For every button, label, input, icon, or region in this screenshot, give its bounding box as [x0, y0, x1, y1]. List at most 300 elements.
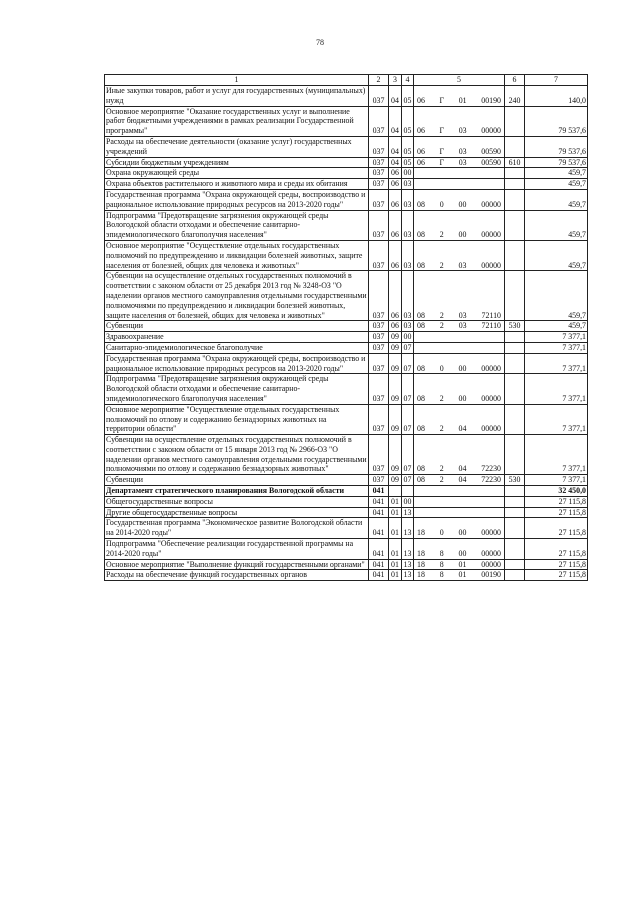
subprogram-code: 2: [439, 475, 444, 485]
program-code: 06: [417, 146, 425, 156]
target-article-code: [414, 353, 505, 374]
expense-name: Государственная программа "Экономическое развитие Вологодской области на 2014-2020 годы": [105, 518, 369, 539]
admin-code: 041: [369, 559, 389, 570]
table-row: [105, 353, 588, 374]
subprogram-code: 8: [439, 559, 444, 569]
table-row: [105, 136, 588, 157]
admin-code: 037: [369, 157, 389, 168]
target-article-parts: [415, 560, 503, 570]
target-article-parts: [415, 475, 503, 485]
event-code: 01: [458, 95, 467, 105]
subsection-code: 05: [402, 106, 414, 136]
target-article-code: [414, 404, 505, 434]
column-header: 4: [402, 75, 414, 86]
event-code: 03: [458, 146, 467, 156]
subsection-code: 13: [402, 507, 414, 518]
table-row: [105, 486, 588, 497]
expense-type-code: [505, 353, 525, 374]
table-row: [105, 106, 588, 136]
subsection-code: 07: [402, 353, 414, 374]
target-article-parts: [415, 200, 503, 210]
subprogram-code: 2: [439, 230, 444, 240]
event-code: 00: [458, 548, 467, 558]
subprogram-code: 2: [439, 321, 444, 331]
target-article-code: [414, 157, 505, 168]
subsection-code: 05: [402, 86, 414, 107]
amount: 459,7: [525, 271, 588, 321]
event-code: 01: [458, 570, 467, 580]
admin-code: 037: [369, 86, 389, 107]
expense-name: Расходы на обеспечение функций государственных органов: [105, 570, 369, 581]
table-row: [105, 168, 588, 179]
admin-code: 037: [369, 332, 389, 343]
expense-type-code: 610: [505, 157, 525, 168]
event-code: 03: [458, 321, 467, 331]
section-code: 06: [389, 321, 402, 332]
table-row: [105, 189, 588, 210]
target-article-code: [414, 559, 505, 570]
table-row: [105, 496, 588, 507]
section-code: 01: [389, 507, 402, 518]
admin-code: 037: [369, 342, 389, 353]
subsection-code: 13: [402, 559, 414, 570]
section-code: 04: [389, 106, 402, 136]
subprogram-code: 8: [439, 570, 444, 580]
event-code: 03: [458, 310, 467, 320]
admin-code: 041: [369, 539, 389, 560]
table-row: [105, 271, 588, 321]
direction-code: 00190: [481, 570, 501, 580]
subsection-code: 13: [402, 539, 414, 560]
expense-type-code: [505, 106, 525, 136]
expense-type-code: [505, 496, 525, 507]
expense-type-code: 240: [505, 86, 525, 107]
subsection-code: 05: [402, 157, 414, 168]
event-code: 03: [458, 126, 467, 136]
table-row: [105, 210, 588, 240]
amount: 7 377,1: [525, 374, 588, 404]
target-article-code: [414, 271, 505, 321]
admin-code: 037: [369, 435, 389, 475]
program-code: 08: [417, 230, 425, 240]
expense-name: Субвенции: [105, 321, 369, 332]
event-code: 04: [458, 475, 467, 485]
direction-code: 00000: [481, 199, 501, 209]
program-code: 08: [417, 475, 425, 485]
subsection-code: 00: [402, 168, 414, 179]
amount: 32 450,0: [525, 486, 588, 497]
direction-code: 00000: [481, 260, 501, 270]
direction-code: 72230: [481, 475, 501, 485]
expense-type-code: [505, 374, 525, 404]
admin-code: 041: [369, 518, 389, 539]
expense-name: Субвенции: [105, 475, 369, 486]
section-code: 01: [389, 559, 402, 570]
section-code: 06: [389, 189, 402, 210]
expense-type-code: [505, 271, 525, 321]
column-header: 6: [505, 75, 525, 86]
direction-code: 72110: [481, 310, 501, 320]
amount: 459,7: [525, 210, 588, 240]
amount: 459,7: [525, 168, 588, 179]
admin-code: 041: [369, 570, 389, 581]
expense-type-code: [505, 168, 525, 179]
target-article-code: [414, 189, 505, 210]
target-article-parts: [415, 424, 503, 434]
admin-code: 037: [369, 179, 389, 190]
expense-type-code: [505, 179, 525, 190]
section-code: 09: [389, 342, 402, 353]
target-article-code: [414, 475, 505, 486]
target-article-code: [414, 539, 505, 560]
section-code: 01: [389, 496, 402, 507]
section-code: 06: [389, 210, 402, 240]
target-article-parts: [415, 528, 503, 538]
direction-code: 00000: [481, 363, 501, 373]
subsection-code: 07: [402, 435, 414, 475]
table-row: [105, 321, 588, 332]
event-code: 00: [458, 199, 467, 209]
program-code: 18: [417, 559, 425, 569]
target-article-parts: [415, 230, 503, 240]
amount: 27 115,8: [525, 496, 588, 507]
admin-code: 037: [369, 374, 389, 404]
admin-code: 037: [369, 475, 389, 486]
column-header: 5: [414, 75, 505, 86]
expense-type-code: [505, 539, 525, 560]
section-code: 09: [389, 332, 402, 343]
admin-code: 037: [369, 404, 389, 434]
amount: 7 377,1: [525, 435, 588, 475]
admin-code: 041: [369, 507, 389, 518]
subsection-code: 05: [402, 136, 414, 157]
table-row: [105, 475, 588, 486]
direction-code: 00000: [481, 126, 501, 136]
section-code: 09: [389, 404, 402, 434]
subprogram-code: 0: [439, 199, 444, 209]
section-code: 04: [389, 157, 402, 168]
expense-type-code: [505, 518, 525, 539]
admin-code: 037: [369, 189, 389, 210]
expense-name: Подпрограмма "Предотвращение загрязнения окружающей среды Вологодской области отходами и обеспечение санитарно-эпидемиологического благополучия населения": [105, 374, 369, 404]
subprogram-code: 2: [439, 424, 444, 434]
expense-name: Государственная программа "Охрана окружающей среды, воспроизводство и рациональное использование природных ресурсов на 2013-2020 годы": [105, 353, 369, 374]
program-code: 18: [417, 570, 425, 580]
target-article-parts: [415, 126, 503, 136]
amount: 27 115,8: [525, 518, 588, 539]
direction-code: 72110: [481, 321, 501, 331]
program-code: 08: [417, 393, 425, 403]
expense-name: Субвенции на осуществление отдельных государственных полномочий в соответствии с законом области от 25 декабря 2013 год № 3248-ОЗ "О наделении органов местного самоуправления отдельными государственными полномочиями по предупреждению и ликвидации болезней животных, защите населения от болезней, общих для человека и животных": [106, 271, 367, 320]
expense-type-code: 530: [505, 475, 525, 486]
column-header: 3: [389, 75, 402, 86]
target-article-code: [414, 168, 505, 179]
subsection-code: 00: [402, 496, 414, 507]
event-code: 04: [458, 424, 467, 434]
section-code: 09: [389, 353, 402, 374]
target-article-parts: [415, 364, 503, 374]
expense-name: Расходы на обеспечение деятельности (оказание услуг) государственных учреждений: [105, 136, 369, 157]
amount: 79 537,6: [525, 136, 588, 157]
direction-code: 00590: [481, 146, 501, 156]
subprogram-code: 8: [439, 548, 444, 558]
subprogram-code: 2: [439, 260, 444, 270]
table-row: [105, 157, 588, 168]
direction-code: 00190: [481, 95, 501, 105]
admin-code: 037: [369, 136, 389, 157]
admin-code: 037: [369, 271, 389, 321]
subprogram-code: 0: [439, 363, 444, 373]
table-row: [105, 559, 588, 570]
amount: 7 377,1: [525, 353, 588, 374]
target-article-code: [414, 106, 505, 136]
program-code: 08: [417, 260, 425, 270]
subsection-code: 13: [402, 570, 414, 581]
amount: 459,7: [525, 240, 588, 270]
subprogram-code: Г: [439, 95, 445, 105]
table-row: [105, 374, 588, 404]
event-code: 00: [458, 230, 467, 240]
table-row: [105, 86, 588, 107]
target-article-parts: [415, 96, 503, 106]
subprogram-code: Г: [439, 146, 445, 156]
amount: 27 115,8: [525, 570, 588, 581]
amount: 27 115,8: [525, 539, 588, 560]
target-article-code: [414, 136, 505, 157]
table-row: [105, 539, 588, 560]
expense-name: Субвенции на осуществление отдельных государственных полномочий в соответствии с законом области от 15 января 2013 год № 2966-ОЗ "О наделении органов местного самоуправления отдельными государственными полномочиями по отлову и содержанию безнадзорных животных": [106, 435, 367, 474]
subsection-code: 03: [402, 240, 414, 270]
target-article-parts: [415, 261, 503, 271]
subsection-code: 07: [402, 374, 414, 404]
subprogram-code: 0: [439, 528, 444, 538]
amount: 459,7: [525, 179, 588, 190]
table-row: [105, 507, 588, 518]
section-code: 04: [389, 136, 402, 157]
expense-name: Охрана объектов растительного и животного мира и среды их обитания: [105, 179, 369, 190]
subsection-code: [402, 486, 414, 497]
amount: 459,7: [525, 321, 588, 332]
target-article-parts: [415, 321, 503, 331]
direction-code: 00590: [481, 157, 501, 167]
admin-code: 037: [369, 106, 389, 136]
target-article-code: [414, 518, 505, 539]
header-row: [105, 75, 588, 86]
section-code: 01: [389, 518, 402, 539]
expense-type-code: [505, 342, 525, 353]
program-code: 08: [417, 321, 425, 331]
admin-code: 037: [369, 210, 389, 240]
section-code: 09: [389, 374, 402, 404]
target-article-parts: [415, 147, 503, 157]
expense-name: Департамент стратегического планирования Вологодской области: [105, 486, 369, 497]
program-code: 08: [417, 310, 425, 320]
direction-code: 00000: [481, 528, 501, 538]
program-code: 18: [417, 528, 425, 538]
subsection-code: 03: [402, 271, 414, 321]
expense-name: Здравоохранение: [105, 332, 369, 343]
target-article-code: [414, 486, 505, 497]
expense-name: Другие общегосударственные вопросы: [105, 507, 369, 518]
target-article-parts: [415, 158, 503, 168]
target-article-code: [414, 179, 505, 190]
table-row: [105, 240, 588, 270]
amount: 7 377,1: [525, 475, 588, 486]
program-code: 06: [417, 157, 425, 167]
admin-code: 037: [369, 321, 389, 332]
admin-code: 037: [369, 353, 389, 374]
direction-code: 00000: [481, 230, 501, 240]
section-code: 04: [389, 86, 402, 107]
expense-type-code: [505, 189, 525, 210]
section-code: 06: [389, 271, 402, 321]
subsection-code: 07: [402, 342, 414, 353]
table-row: [105, 179, 588, 190]
direction-code: 72230: [481, 464, 501, 474]
expense-name: Охрана окружающей среды: [105, 168, 369, 179]
admin-code: 041: [369, 496, 389, 507]
target-article-code: [414, 342, 505, 353]
expense-type-code: 530: [505, 321, 525, 332]
subprogram-code: 2: [439, 464, 444, 474]
subprogram-code: 2: [439, 393, 444, 403]
expense-type-code: [505, 435, 525, 475]
target-article-code: [414, 435, 505, 475]
expense-name: Подпрограмма "Обеспечение реализации государственной программы на 2014-2020 годы": [105, 539, 369, 560]
expense-name: Государственная программа "Охрана окружающей среды, воспроизводство и рациональное использование природных ресурсов на 2013-2020 годы": [105, 189, 369, 210]
subsection-code: 13: [402, 518, 414, 539]
section-code: 01: [389, 539, 402, 560]
event-code: 03: [458, 157, 467, 167]
table-row: [105, 518, 588, 539]
expense-type-code: [505, 332, 525, 343]
column-header: 7: [525, 75, 588, 86]
subsection-code: 03: [402, 210, 414, 240]
expense-name: Общегосударственные вопросы: [105, 496, 369, 507]
event-code: 00: [458, 528, 467, 538]
direction-code: 00000: [481, 559, 501, 569]
subprogram-code: 2: [439, 310, 444, 320]
budget-table: [104, 74, 588, 581]
target-article-code: [414, 321, 505, 332]
expense-name: Основное мероприятие "Осуществление отдельных государственных полномочий по предупреждению и ликвидации болезней животных, защите населения от болезней, общих для человека и животных": [105, 240, 369, 270]
program-code: 06: [417, 95, 425, 105]
column-header: 1: [105, 75, 369, 86]
expense-type-code: [505, 404, 525, 434]
expense-type-code: [505, 559, 525, 570]
admin-code: 041: [369, 486, 389, 497]
table-row: [105, 435, 588, 475]
target-article-parts: [415, 311, 503, 321]
target-article-code: [414, 507, 505, 518]
column-header: 2: [369, 75, 389, 86]
direction-code: 00000: [481, 393, 501, 403]
program-code: 18: [417, 548, 425, 558]
event-code: 01: [458, 559, 467, 569]
target-article-code: [414, 240, 505, 270]
subsection-code: 03: [402, 189, 414, 210]
amount: 79 537,6: [525, 157, 588, 168]
direction-code: 00000: [481, 424, 501, 434]
event-code: 00: [458, 363, 467, 373]
target-article-code: [414, 374, 505, 404]
amount: 7 377,1: [525, 404, 588, 434]
section-code: 09: [389, 475, 402, 486]
expense-type-code: [505, 240, 525, 270]
table-row: [105, 404, 588, 434]
expense-type-code: [505, 570, 525, 581]
program-code: 06: [417, 126, 425, 136]
event-code: 00: [458, 393, 467, 403]
expense-name: Основное мероприятие "Оказание государственных услуг и выполнение работ бюджетными учреждениями в рамках реализации Государственной программы": [105, 106, 369, 136]
amount: 27 115,8: [525, 559, 588, 570]
expense-name: Иные закупки товаров, работ и услуг для государственных (муниципальных) нужд: [105, 86, 369, 107]
expense-type-code: [505, 486, 525, 497]
section-code: 06: [389, 179, 402, 190]
admin-code: 037: [369, 168, 389, 179]
target-article-parts: [415, 549, 503, 559]
expense-type-code: [505, 507, 525, 518]
target-article-parts: [415, 394, 503, 404]
subsection-code: 03: [402, 179, 414, 190]
target-article-code: [414, 570, 505, 581]
subsection-code: 07: [402, 404, 414, 434]
program-code: 08: [417, 464, 425, 474]
direction-code: 00000: [481, 548, 501, 558]
expense-type-code: [505, 136, 525, 157]
subsection-code: 07: [402, 475, 414, 486]
section-code: 09: [389, 435, 402, 475]
amount: 27 115,8: [525, 507, 588, 518]
section-code: 06: [389, 240, 402, 270]
target-article-parts: [415, 464, 503, 474]
section-code: [389, 486, 402, 497]
expense-type-code: [505, 210, 525, 240]
amount: 459,7: [525, 189, 588, 210]
page-number: 78: [316, 38, 324, 47]
program-code: 08: [417, 424, 425, 434]
section-code: 01: [389, 570, 402, 581]
subprogram-code: Г: [439, 126, 445, 136]
table-row: [105, 570, 588, 581]
expense-name: Основное мероприятие "Выполнение функций государственными органами": [105, 559, 369, 570]
amount: 140,0: [525, 86, 588, 107]
target-article-code: [414, 210, 505, 240]
section-code: 06: [389, 168, 402, 179]
event-code: 03: [458, 260, 467, 270]
expense-name: Санитарно-эпидемиологическое благополучие: [105, 342, 369, 353]
table-row: [105, 332, 588, 343]
target-article-parts: [415, 570, 503, 580]
program-code: 08: [417, 199, 425, 209]
amount: 79 537,6: [525, 106, 588, 136]
subprogram-code: Г: [439, 157, 445, 167]
table-row: [105, 342, 588, 353]
target-article-code: [414, 86, 505, 107]
table-body: [105, 86, 588, 581]
program-code: 08: [417, 363, 425, 373]
expense-name: Субсидии бюджетным учреждениям: [105, 157, 369, 168]
event-code: 04: [458, 464, 467, 474]
target-article-code: [414, 332, 505, 343]
target-article-code: [414, 496, 505, 507]
expense-name: Основное мероприятие "Осуществление отдельных государственных полномочий по отлову и содержанию безнадзорных животных на территории области": [105, 404, 369, 434]
amount: 7 377,1: [525, 342, 588, 353]
subsection-code: 00: [402, 332, 414, 343]
admin-code: 037: [369, 240, 389, 270]
subsection-code: 03: [402, 321, 414, 332]
amount: 7 377,1: [525, 332, 588, 343]
